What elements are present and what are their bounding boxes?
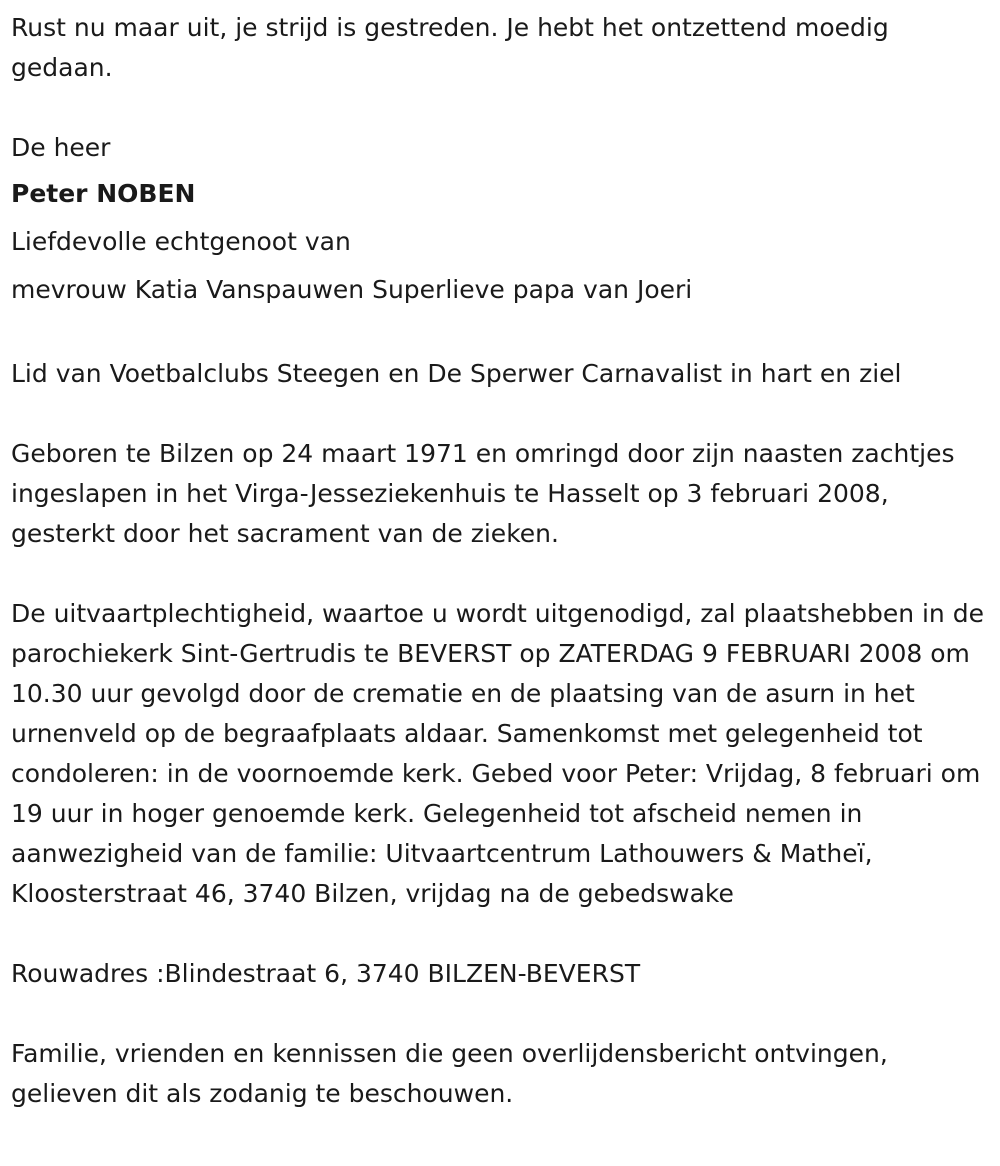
birth-death-text: Geboren te Bilzen op 24 maart 1971 en omringd door zijn naasten zachtjes ingeslapen in het Virga-Jesseziekenhuis te Hasselt op 3 februari 2008, gesterkt door het sacrament van de zieken. [11, 439, 963, 548]
membership-text: Lid van Voetbalclubs Steegen en De Sperwer Carnavalist in hart en ziel [11, 359, 902, 388]
obituary-document [11, 8, 991, 1114]
spacer [11, 88, 991, 128]
mourning-address: Rouwadres :Blindestraat 6, 3740 BILZEN-BEVERST [11, 959, 641, 988]
spacer [11, 554, 991, 594]
spouse-line-2: mevrouw Katia Vanspauwen Superlieve papa van Joeri [11, 275, 693, 304]
opening-text: Rust nu maar uit, je strijd is gestreden. Je hebt het ontzettend moedig gedaan. [11, 13, 897, 82]
deceased-name: Peter NOBEN [11, 179, 196, 208]
spouse-line-1: Liefdevolle echtgenoot van [11, 227, 351, 256]
spacer [11, 914, 991, 954]
closing-text: Familie, vrienden en kennissen die geen overlijdensbericht ontvingen, gelieven dit als zodanig te beschouwen. [11, 1039, 896, 1108]
spacer [11, 994, 991, 1034]
spacer [11, 314, 991, 354]
funeral-text: De uitvaartplechtigheid, waartoe u wordt uitgenodigd, zal plaatshebben in de parochiekerk Sint-Gertrudis te BEVERST op ZATERDAG 9 FEBRUARI 2008 om 10.30 uur gevolgd door de crematie en de plaatsing van de asurn in het urnenveld op de begraafplaats aldaar. Samenkomst met gelegenheid tot condoleren: in de voornoemde kerk. Gebed voor Peter: Vrijdag, 8 februari om 19 uur in hoger genoemde kerk. Gelegenheid tot afscheid nemen in aanwezigheid van de familie: Uitvaartcentrum Lathouwers & Matheï, Kloosterstraat 46, 3740 Bilzen, vrijdag na de gebedswake [11, 599, 992, 908]
honorific: De heer [11, 133, 111, 162]
spacer [11, 394, 991, 434]
